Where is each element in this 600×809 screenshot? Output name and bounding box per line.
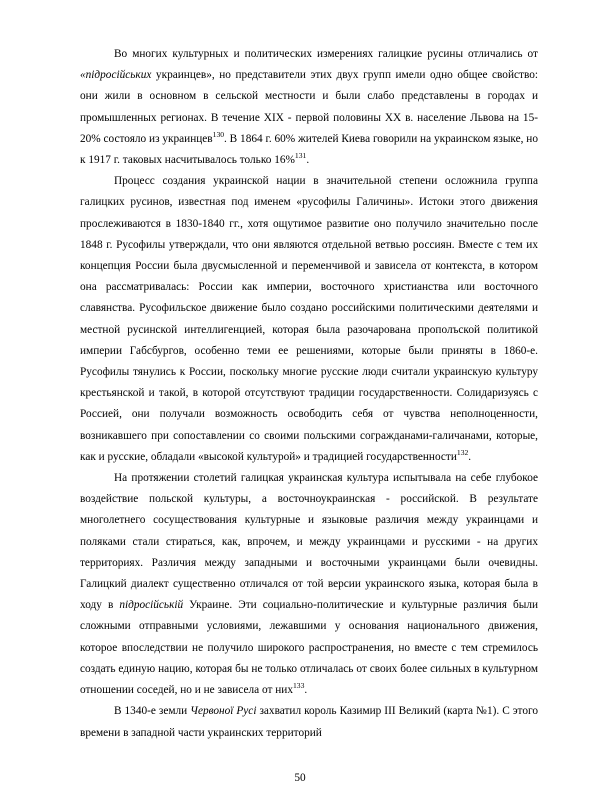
italic-phrase: підросійській [119,599,184,612]
paragraph-3: На протяжении столетий галицкая украинская культура испытывала на себе глубокое воздействие польской культуры, а восточноукраинская - российской. В результате многолетнего сосуществования культурные и языковые различия между украинцами и поляками стали стираться, как, впрочем, и между украинцами и русскими - на других территориях. Различия между западными и восточными украинцами были очевидны. Галицкий диалект существенно отличался от той версии украинского языка, которая была в ходу в підросійській Украине. Эти социально-политические и культурные различия были сложными отправными условиями, лежавшими у основания национального движения, которое впоследствии не получило широкого распространения, но вместе с тем стремилось создать единую нацию, которая бы не только отличалась от своих более сильных в культурном отношении соседей, но и не зависела от них$^{133}$. [80,472,539,697]
paragraph-2: Процесс создания украинской нации в значительной степени осложнила группа галицких русинов, известная под именем «русофилы Галичины». Истоки этого движения прослеживаются в 1830-1840 гг., хотя ощутимое развитие оно получило значительно после 1848 г. Русофилы утверждали, что они являются отдельной ветвью россиян. Вместе с тем их концепция России была двусмысленной и переменчивой и зависела от контекста, в котором она рассматривалась: России как империи, восточного христианства или восточного славянства. Русофильское движение было создано российскими политическими деятелями и местной русинской интеллигенцией, которая была разочарована прополъской политикой империи Габсбургов, особенно теми ее решениями, которые были приняты в 1860-е. Русофилы тянулись к России, поскольку многие русские люди считали украинскую культуру крестьянской и такой, в которой отсутствуют традиции государственности. Солидаризуясь с Россией, они получали возможность освободить себя от чувства неполноценности, возникавшего при сопоставлении со своими польскими согражданами-галичанами, которые, как и русские, обладали «высокой культурой» и традицией государственности$^{132}$. [80,175,538,463]
footnote-reference: 133 [293,681,305,691]
footnote-reference: 132 [456,448,469,458]
paragraph-4: В 1340-е земли Червоної Русі захватил король Казимир III Великий (карта №1). С этого времени в западной части украинских территорий [80,705,538,739]
page-number: 50 [294,772,306,784]
footnote-reference: 131 [294,151,307,161]
footnote-reference: 130 [212,130,225,140]
page-body [80,44,538,744]
italic-phrase: Червоної Русі [190,705,257,718]
paragraph-1: Во многих культурных и политических измерениях галицкие русины отличались от «підросійських украинцев», но представители этих двух групп имели одно общее свойство: они жили в основном в сельской местности и были слабо представлены в городах и промышленных регионах. В течение XIX - первой половины XX в. население Львова на 15-20% состояло из украинцев$^{130}$. В 1864 г. 60% жителей Киева говорили на украинском языке, но к 1917 г. таковых насчитывалось только 16%$^{131}$. [80,48,538,167]
italic-phrase: «підросійських [80,69,152,82]
